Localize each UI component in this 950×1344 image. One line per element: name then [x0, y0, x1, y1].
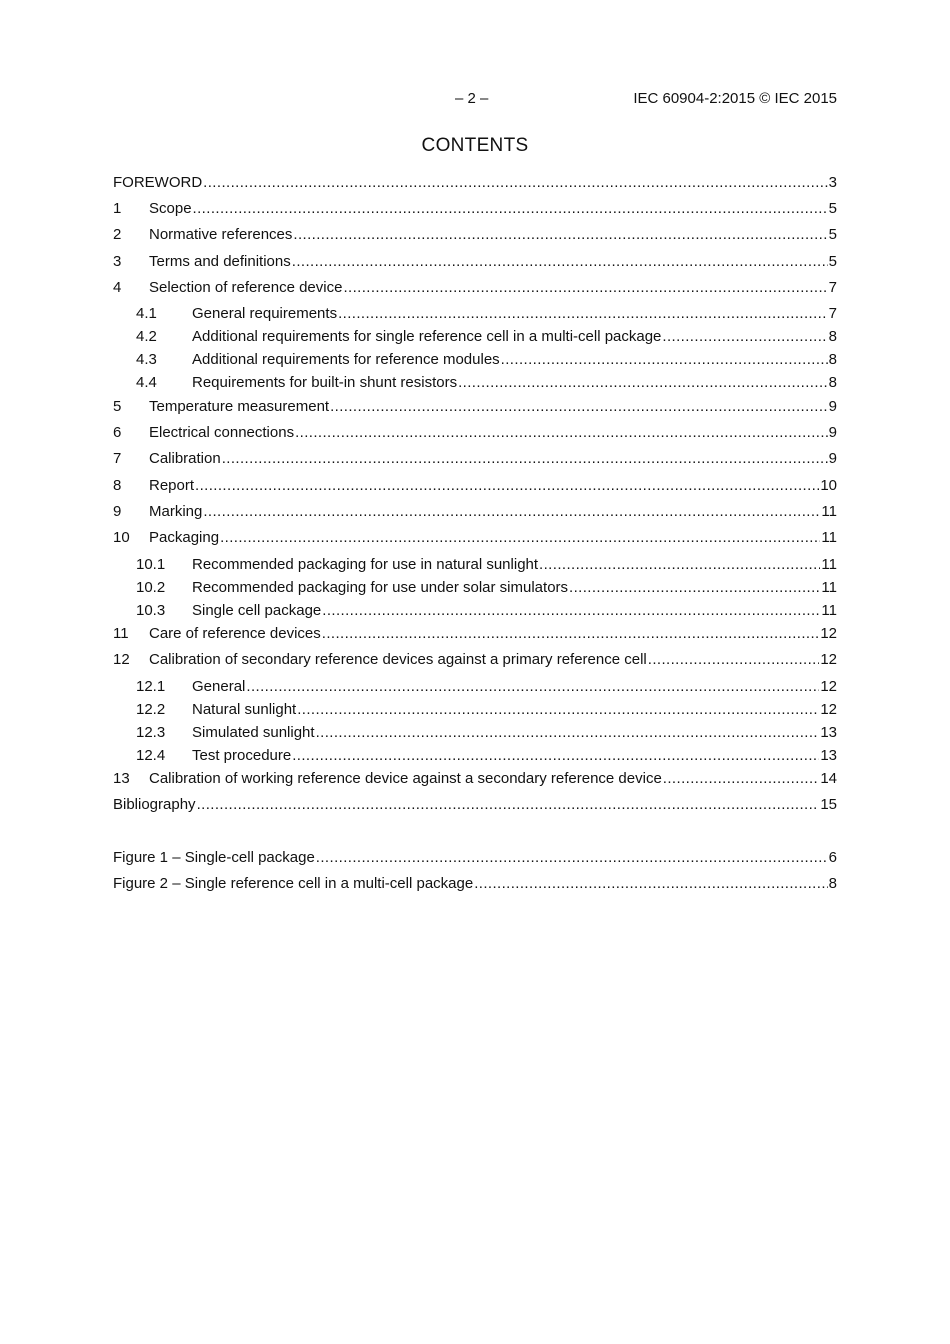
dot-leader	[195, 476, 819, 496]
dot-leader	[293, 225, 827, 245]
toc-entry-page: 12	[820, 701, 837, 718]
toc-entry-title: Additional requirements for reference modules	[192, 351, 500, 368]
toc-entry-number: 9	[113, 503, 122, 520]
toc-entry[interactable]	[113, 624, 837, 644]
dot-leader	[501, 350, 828, 370]
document-reference: IEC 60904-2:2015 © IEC 2015	[633, 90, 837, 107]
toc-entry-title: Temperature measurement	[149, 398, 330, 415]
toc-entry-title: Requirements for built-in shunt resistors	[192, 374, 458, 391]
toc-entry-title: Selection of reference device	[149, 279, 343, 296]
toc-entry-number: 4.1	[136, 305, 157, 322]
dot-leader	[203, 502, 820, 522]
toc-entry-title: Calibration	[149, 450, 221, 467]
dot-leader	[193, 199, 828, 219]
toc-entry-page: 15	[820, 796, 837, 813]
toc-entry[interactable]	[113, 397, 837, 417]
page-title: CONTENTS	[421, 135, 529, 156]
toc-entry[interactable]	[136, 601, 837, 621]
dot-leader	[316, 848, 828, 868]
toc-entry[interactable]	[136, 677, 837, 697]
figure-entry[interactable]	[113, 874, 837, 894]
dot-leader	[295, 423, 828, 443]
toc-entry-title: Calibration of secondary reference devices against a primary reference cell	[149, 651, 647, 668]
figure-entry-page: 6	[828, 849, 837, 866]
toc-entry-title: Simulated sunlight	[192, 724, 315, 741]
toc-entry-number: 1	[113, 200, 122, 217]
toc-entry-page: 9	[828, 424, 837, 441]
dot-leader	[330, 397, 828, 417]
toc-entry-page: 8	[828, 374, 837, 391]
toc-entry-page: 5	[828, 200, 837, 217]
toc-entry-page: 11	[821, 529, 837, 546]
dot-leader	[648, 650, 820, 670]
dot-leader	[203, 173, 827, 193]
toc-entry-page: 13	[820, 724, 837, 741]
dot-leader	[292, 252, 828, 272]
toc-entry-title: General	[192, 678, 246, 695]
toc-entry[interactable]	[113, 449, 837, 469]
toc-entry-number: 10.2	[136, 579, 166, 596]
toc-entry-number: 12.1	[136, 678, 166, 695]
toc-entry-title: Natural sunlight	[192, 701, 297, 718]
toc-entry[interactable]	[113, 795, 837, 815]
toc-entry-page: 11	[821, 556, 837, 573]
toc-entry-page: 14	[820, 770, 837, 787]
toc-entry-title: Single cell package	[192, 602, 322, 619]
toc-entry-page: 8	[828, 351, 837, 368]
dot-leader	[197, 795, 820, 815]
toc-entry[interactable]	[113, 173, 837, 193]
toc-entry[interactable]	[113, 650, 837, 670]
dot-leader	[246, 677, 819, 697]
figure-entry-page: 8	[828, 875, 837, 892]
toc-entry[interactable]	[113, 502, 837, 522]
toc-entry-number: 12.3	[136, 724, 166, 741]
toc-entry-page: 3	[828, 174, 837, 191]
toc-entry[interactable]	[136, 327, 837, 347]
toc-entry-title: Recommended packaging for use in natural sunlight	[192, 556, 539, 573]
toc-entry-title: Test procedure	[192, 747, 292, 764]
toc-entry-number: 13	[113, 770, 130, 787]
dot-leader	[343, 278, 827, 298]
toc-entry-title: Normative references	[149, 226, 293, 243]
toc-entry-number: 4.2	[136, 328, 157, 345]
toc-entry-page: 13	[820, 747, 837, 764]
dot-leader	[662, 327, 827, 347]
toc-entry[interactable]	[113, 225, 837, 245]
toc-entry[interactable]	[113, 423, 837, 443]
toc-entry-number: 2	[113, 226, 122, 243]
toc-entry[interactable]	[136, 723, 837, 743]
toc-entry-title: Marking	[149, 503, 203, 520]
toc-entry-page: 11	[821, 579, 837, 596]
toc-entry-number: 11	[113, 625, 129, 642]
figure-entry-title: Figure 1 – Single-cell package	[113, 849, 315, 866]
toc-entry-number: 8	[113, 477, 122, 494]
toc-entry-page: 11	[821, 503, 837, 520]
toc-entry-number: 5	[113, 398, 122, 415]
dot-leader	[338, 304, 828, 324]
toc-entry-title: Report	[149, 477, 195, 494]
toc-entry-number: 4.4	[136, 374, 157, 391]
toc-entry-title: Packaging	[149, 529, 220, 546]
toc-entry-page: 5	[828, 253, 837, 270]
dot-leader	[222, 449, 828, 469]
toc-entry[interactable]	[113, 199, 837, 219]
toc-entry-title: FOREWORD	[113, 174, 203, 191]
toc-entry[interactable]	[136, 578, 837, 598]
toc-entry[interactable]	[136, 555, 837, 575]
page-number: – 2 –	[455, 90, 489, 107]
dot-leader	[322, 624, 820, 644]
toc-entry-page: 11	[821, 602, 837, 619]
toc-entry-number: 12.2	[136, 701, 166, 718]
toc-entry-number: 7	[113, 450, 122, 467]
dot-leader	[297, 700, 819, 720]
toc-entry-number: 12.4	[136, 747, 166, 764]
toc-entry-number: 4	[113, 279, 122, 296]
toc-entry[interactable]	[113, 476, 837, 496]
toc-entry-number: 10.3	[136, 602, 166, 619]
dot-leader	[316, 723, 820, 743]
figure-entry[interactable]	[113, 848, 837, 868]
dot-leader	[458, 373, 828, 393]
toc-entry[interactable]	[113, 528, 837, 548]
toc-entry[interactable]	[136, 746, 837, 766]
toc-entry-page: 9	[828, 450, 837, 467]
toc-entry[interactable]	[113, 278, 837, 298]
toc-entry-page: 12	[820, 678, 837, 695]
toc-entry[interactable]	[136, 350, 837, 370]
dot-leader	[569, 578, 820, 598]
toc-entry-title: General requirements	[192, 305, 338, 322]
toc-entry-number: 12	[113, 651, 130, 668]
toc-entry[interactable]	[113, 252, 837, 272]
toc-entry-title: Terms and definitions	[149, 253, 291, 270]
toc-entry-page: 5	[828, 226, 837, 243]
toc-entry-title: Calibration of working reference device against a secondary reference device	[149, 770, 662, 787]
toc-entry[interactable]	[136, 373, 837, 393]
toc-entry-page: 12	[820, 625, 837, 642]
dot-leader	[292, 746, 819, 766]
toc-entry-page: 9	[828, 398, 837, 415]
dot-leader	[322, 601, 820, 621]
toc-entry-title: Recommended packaging for use under solar simulators	[192, 579, 569, 596]
toc-entry-title: Scope	[149, 200, 192, 217]
toc-entry-page: 10	[820, 477, 837, 494]
figure-entry-title: Figure 2 – Single reference cell in a multi-cell package	[113, 875, 474, 892]
toc-entry-title: Additional requirements for single reference cell in a multi-cell package	[192, 328, 662, 345]
toc-entry[interactable]	[136, 700, 837, 720]
dot-leader	[539, 555, 820, 575]
toc-entry-number: 10	[113, 529, 130, 546]
toc-entry-title: Electrical connections	[149, 424, 295, 441]
toc-entry-number: 3	[113, 253, 122, 270]
dot-leader	[474, 874, 827, 894]
toc-entry-page: 7	[828, 279, 837, 296]
toc-entry-title: Care of reference devices	[149, 625, 321, 642]
toc-entry-number: 4.3	[136, 351, 157, 368]
dot-leader	[663, 769, 820, 789]
toc-entry-number: 6	[113, 424, 122, 441]
toc-entry-title: Bibliography	[113, 796, 196, 813]
toc-entry-page: 7	[828, 305, 837, 322]
page-header	[0, 90, 950, 112]
toc-entry-page: 12	[820, 651, 837, 668]
toc-entry-number: 10.1	[136, 556, 166, 573]
toc-entry-page: 8	[828, 328, 837, 345]
toc-entry[interactable]	[136, 304, 837, 324]
dot-leader	[220, 528, 820, 548]
toc-entry[interactable]	[113, 769, 837, 789]
